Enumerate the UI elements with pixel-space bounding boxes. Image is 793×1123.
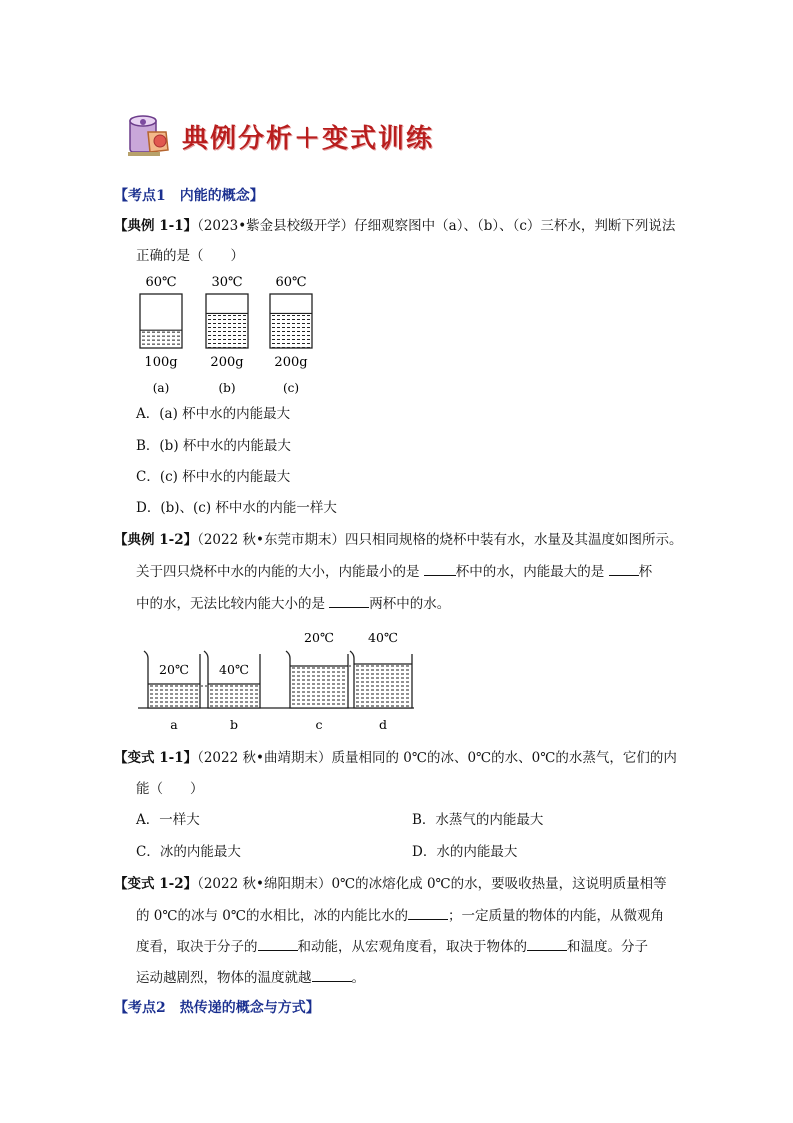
answer-blank-2[interactable] <box>609 561 639 576</box>
beaker-letter-label: d <box>378 717 388 732</box>
cup-mass-label: 200g <box>210 355 244 370</box>
question-3-option-c[interactable]: C．冰的内能最大 <box>136 844 241 860</box>
question-1-stem-2: 正确的是（ ） <box>136 248 244 264</box>
question-1-option-a[interactable]: A．(a) 杯中水的内能最大 <box>136 406 291 422</box>
beaker-letter-label: a <box>170 717 178 732</box>
question-4-text-3c: 和温度。分子 <box>567 939 648 955</box>
beaker-temp-label: 20℃ <box>159 662 189 677</box>
question-4-source: （2022 秋•绵阳期末） <box>197 876 332 892</box>
question-3-tag: 【变式 1-1】 <box>114 750 198 766</box>
question-1-tag: 【典例 1-1】 <box>114 218 198 234</box>
answer-blank-5[interactable] <box>258 936 298 951</box>
question-3-option-d[interactable]: D．水的内能最大 <box>412 844 518 860</box>
question-3-stem-2: 能（ ） <box>136 781 204 797</box>
question-2-source: （2022 秋•东莞市期末） <box>197 532 345 548</box>
answer-blank-4[interactable] <box>408 905 448 920</box>
question-2-text-3a: 中的水，无法比较内能大小的是 <box>136 596 325 612</box>
question-1-line-1 <box>114 216 675 236</box>
beaker-water <box>290 666 348 708</box>
question-1-option-c[interactable]: C．(c) 杯中水的内能最大 <box>136 469 291 485</box>
question-2-line-2 <box>136 561 652 582</box>
question-2-line-1 <box>114 530 682 550</box>
beaker-water <box>148 684 200 708</box>
question-1-stem-1: 仔细观察图中（a）、（b）、（c）三杯水，判断下列说法 <box>354 218 676 234</box>
question-4-text-3a: 度看，取决于分子的 <box>136 939 258 955</box>
cup-temp-label: 60℃ <box>145 275 177 290</box>
question-4-text-2b: ；一定质量的物体的内能，从微观角 <box>447 908 664 924</box>
beaker-letter-label: c <box>315 717 323 732</box>
question-2-text-3b: 两杯中的水。 <box>369 596 451 612</box>
question-4-text-4a: 运动越剧烈，物体的温度就越 <box>136 970 312 986</box>
beaker-temp-label: 40℃ <box>368 630 398 645</box>
question-4-line-2 <box>136 905 664 926</box>
question-3-line-1 <box>114 748 677 768</box>
question-3-option-b[interactable]: B．水蒸气的内能最大 <box>412 812 544 828</box>
question-2-stem-1: 四只相同规格的烧杯中装有水，水量及其温度如图所示。 <box>344 532 683 548</box>
answer-blank-7[interactable] <box>312 967 352 982</box>
banner-logo-icon <box>126 114 176 158</box>
question-2-text-2a: 关于四只烧杯中水的内能的大小，内能最小的是 <box>136 564 420 580</box>
question-3-stem-1: 质量相同的 0℃的冰、0℃的水、0℃的水蒸气，它们的内 <box>331 750 677 766</box>
question-1-option-d[interactable]: D．(b)、(c) 杯中水的内能一样大 <box>136 500 337 516</box>
question-1-source: （2023•紫金县校级开学） <box>197 218 355 234</box>
banner-title: 典例分析＋变式训练 <box>182 124 435 154</box>
question-4-line-3 <box>136 936 648 957</box>
cup-water <box>270 313 312 348</box>
cup-temp-label: 30℃ <box>211 275 243 290</box>
cup-letter-label: (c) <box>282 381 300 395</box>
question-2-tag: 【典例 1-2】 <box>114 532 198 548</box>
question-4-line-1 <box>114 874 667 894</box>
cup-letter-label: (a) <box>152 381 170 395</box>
question-3-option-a[interactable]: A．一样大 <box>136 812 200 828</box>
question-4-text-3b: 和动能，从宏观角度看，取决于物体的 <box>297 939 527 955</box>
cup-mass-label: 200g <box>274 355 308 370</box>
question-4-text-4b: 。 <box>351 970 365 986</box>
question-2-line-3 <box>136 593 450 614</box>
section-heading-2: 【考点2 热传递的概念与方式】 <box>114 1000 320 1016</box>
question-4-tag: 【变式 1-2】 <box>114 876 198 892</box>
cup-water <box>140 330 182 348</box>
question-1-option-b[interactable]: B．(b) 杯中水的内能最大 <box>136 438 291 454</box>
cup-mass-label: 100g <box>144 355 178 370</box>
answer-blank-3[interactable] <box>329 593 369 608</box>
cup-letter-label: (b) <box>218 381 236 395</box>
cup-temp-label: 60℃ <box>275 275 307 290</box>
question-2-text-2c: 杯 <box>638 564 653 580</box>
question-4-stem-1: 0℃的冰熔化成 0℃的水，要吸收热量，这说明质量相等 <box>331 876 667 892</box>
question-4-line-4 <box>136 967 365 988</box>
beaker-temp-label: 20℃ <box>304 630 334 645</box>
beakers-figure <box>138 622 418 734</box>
cup-water <box>206 313 248 348</box>
answer-blank-6[interactable] <box>527 936 567 951</box>
beaker-letter-label: b <box>229 717 239 732</box>
answer-blank-1[interactable] <box>424 561 456 576</box>
beaker-water <box>208 684 260 708</box>
beaker-water <box>354 664 412 708</box>
beaker-temp-label: 40℃ <box>219 662 249 677</box>
question-2-text-2b: 杯中的水，内能最大的是 <box>455 564 605 580</box>
section-heading-1: 【考点1 内能的概念】 <box>114 188 264 204</box>
question-4-text-2a: 的 0℃的冰与 0℃的水相比，冰的内能比水的 <box>136 908 408 924</box>
question-3-source: （2022 秋•曲靖期末） <box>197 750 332 766</box>
cups-figure <box>134 270 334 400</box>
